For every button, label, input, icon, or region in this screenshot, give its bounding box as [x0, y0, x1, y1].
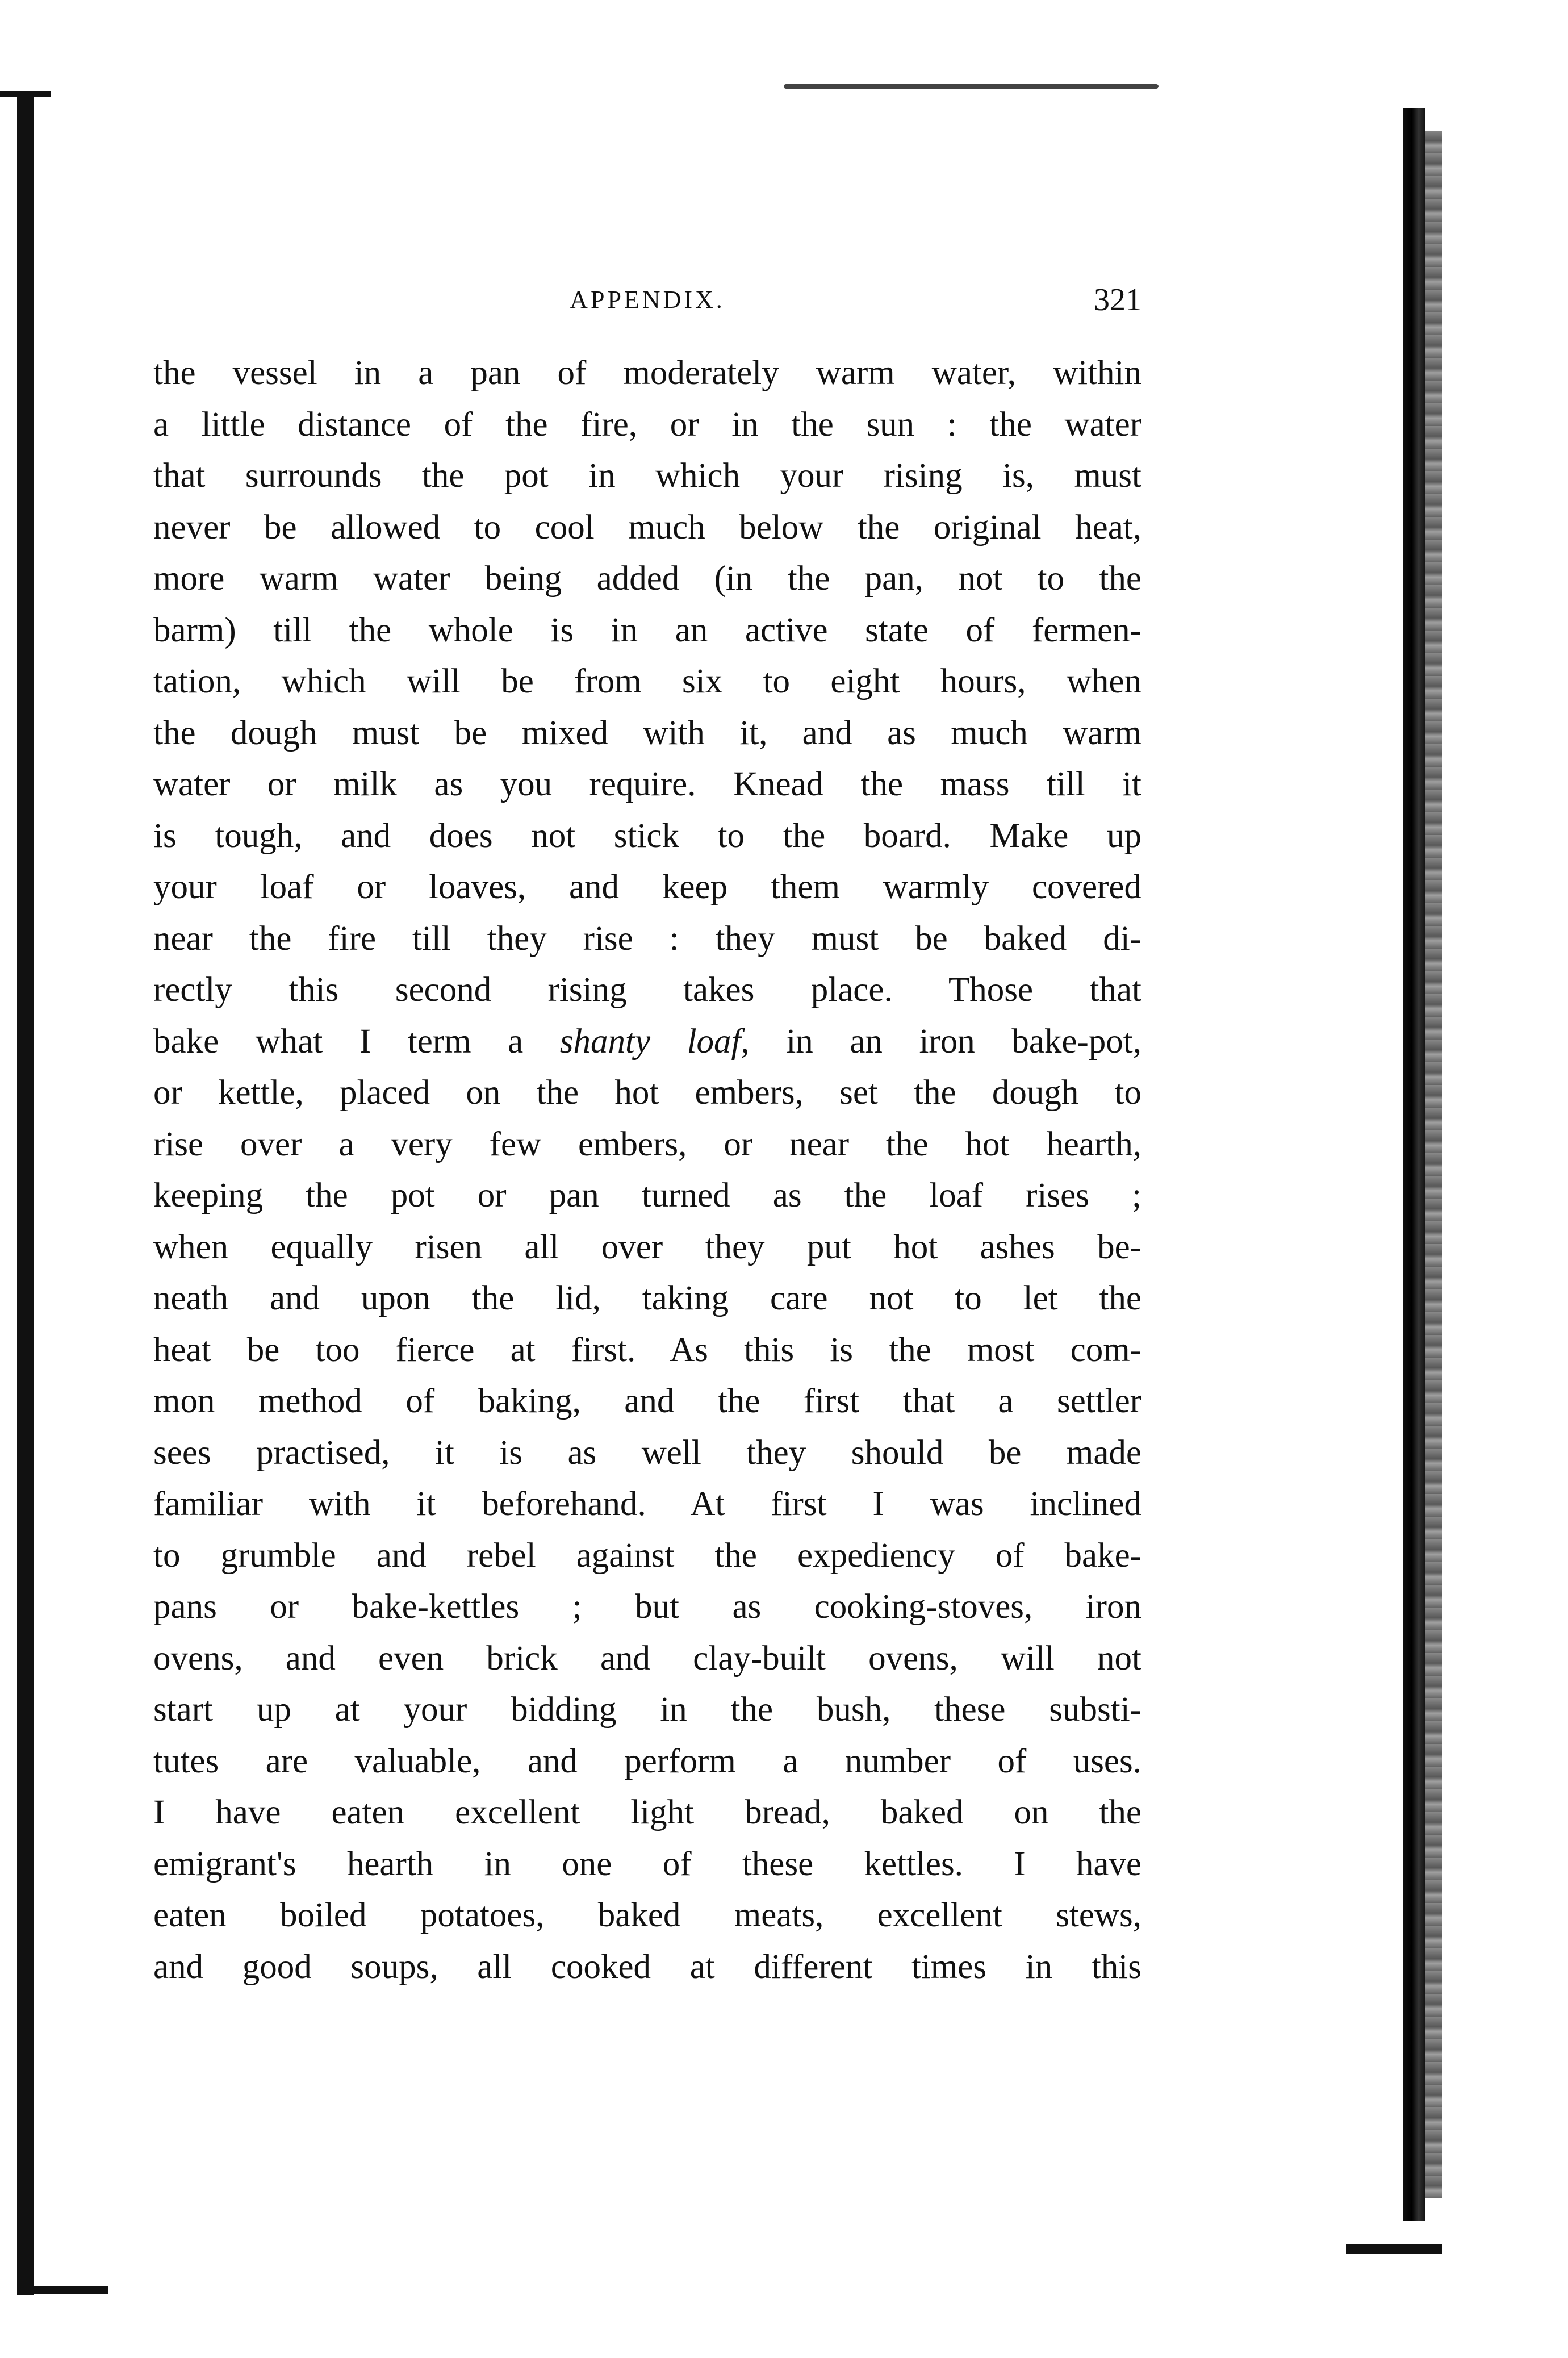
text-line-20: heat be too fierce at first. As this is the most com-: [153, 1330, 1141, 1369]
page-edge-texture: [1425, 131, 1442, 2198]
text-line-17: keeping the pot or pan turned as the loaf rises ;: [153, 1176, 1141, 1215]
text-line-28: tutes are valuable, and perform a number of uses.: [153, 1742, 1141, 1780]
text-line-6: barm) till the whole is in an active state of fermen-: [153, 611, 1141, 649]
text-line-7: tation, which will be from six to eight hours, when: [153, 662, 1141, 700]
text-line-30: emigrant's hearth in one of these kettles. I have: [153, 1844, 1141, 1883]
text-line-11: your loaf or loaves, and keep them warmly covered: [153, 868, 1141, 906]
text-line-29: I have eaten excellent light bread, baked on the: [153, 1793, 1141, 1831]
text-line-2: a little distance of the fire, or in the sun : the water: [153, 405, 1141, 444]
binding-edge: [17, 91, 34, 2295]
text-line-16: rise over a very few embers, or near the hot hearth,: [153, 1125, 1141, 1163]
text-line-31: eaten boiled potatoes, baked meats, excellent stews,: [153, 1896, 1141, 1934]
text-line-4: never be allowed to cool much below the original heat,: [153, 508, 1141, 546]
torn-top-rule: [784, 84, 1159, 89]
text-line-19: neath and upon the lid, taking care not to let the: [153, 1279, 1141, 1317]
text-line-23: familiar with it beforehand. At first I was inclined: [153, 1485, 1141, 1523]
text-line-32: and good soups, all cooked at different times in this: [153, 1947, 1141, 1986]
text-line-12: near the fire till they rise : they must be baked di-: [153, 919, 1141, 958]
page-gutter-shadow: [1403, 108, 1425, 2221]
text-line-13: rectly this second rising takes place. Those that: [153, 971, 1141, 1009]
text-line-1: the vessel in a pan of moderately warm water, within: [153, 354, 1141, 392]
text-line-9: water or milk as you require. Knead the mass till it: [153, 765, 1141, 803]
text-line-14-after: , in an iron bake-pot,: [741, 1022, 1141, 1061]
text-line-5: more warm water being added (in the pan, not to the: [153, 560, 1141, 598]
text-line-14: [153, 1016, 1141, 1068]
text-line-21: mon method of baking, and the first that a settler: [153, 1382, 1141, 1420]
text-line-24: to grumble and rebel against the expediency of bake-: [153, 1536, 1141, 1575]
running-head: APPENDIX.: [570, 286, 725, 314]
italic-term-shanty-loaf: shanty loaf: [559, 1022, 741, 1061]
text-line-27: start up at your bidding in the bush, these substi-: [153, 1691, 1141, 1729]
text-line-25: pans or bake-kettles ; but as cooking-stoves, iron: [153, 1588, 1141, 1626]
page-header: [153, 283, 1141, 317]
text-line-14-before: bake what I term a: [153, 1022, 560, 1061]
text-line-22: sees practised, it is as well they should be made: [153, 1433, 1141, 1472]
text-line-10: is tough, and does not stick to the board. Make up: [153, 816, 1141, 855]
text-line-3: that surrounds the pot in which your rising is, must: [153, 457, 1141, 495]
text-line-15: or kettle, placed on the hot embers, set the dough to: [153, 1074, 1141, 1112]
text-line-8: the dough must be mixed with it, and as much warm: [153, 713, 1141, 752]
text-line-26: ovens, and even brick and clay-built ovens, will not: [153, 1639, 1141, 1677]
binding-edge-bottom: [17, 2286, 108, 2294]
gutter-foot: [1346, 2244, 1442, 2254]
page-number: 321: [1094, 282, 1141, 318]
text-line-18: when equally risen all over they put hot ashes be-: [153, 1228, 1141, 1266]
body-text: [153, 348, 1141, 1993]
